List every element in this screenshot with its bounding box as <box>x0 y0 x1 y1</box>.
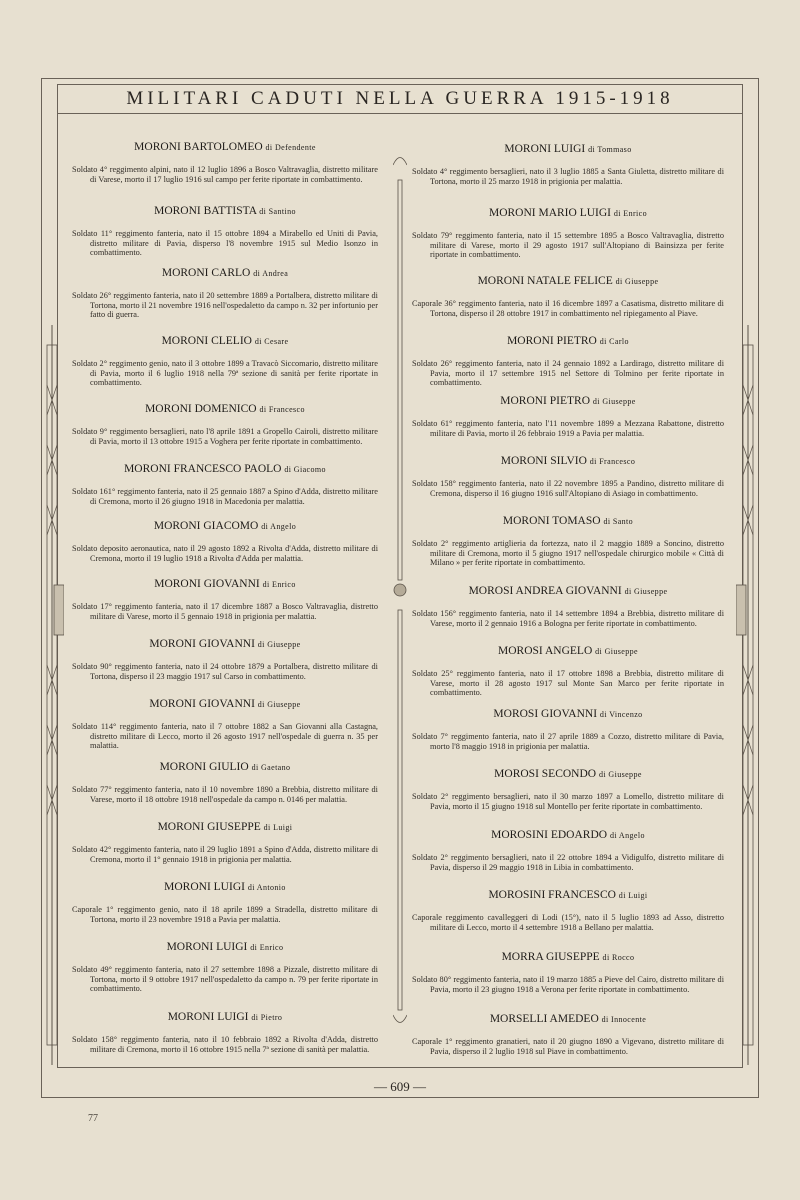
entry-parent: di Giuseppe <box>257 700 301 709</box>
list-item <box>72 140 378 184</box>
list-item <box>412 644 724 698</box>
list-item <box>412 142 724 186</box>
left-fasces-ornament <box>40 325 64 1065</box>
entry-text: Caporale 36° reggimento fanteria, nato il 16 dicembre 1897 a Casatisma, distretto militare di Tortona, disperso il 28 ottobre 1917 in combattimento nel ripiegamento al Piave. <box>412 299 724 318</box>
entry-parent: di Francesco <box>589 457 636 466</box>
entry-text: Soldato 7° reggimento fanteria, nato il 27 aprile 1889 a Cozzo, distretto militare di Pavia, morto l'8 maggio 1918 in prigionia per malattia. <box>412 732 724 751</box>
entry-name: MORONI PIETRO <box>500 395 591 407</box>
entry-name: MORONI FRANCESCO PAOLO <box>124 463 282 475</box>
entry-parent: di Enrico <box>262 580 296 589</box>
entry-parent: di Angelo <box>609 831 645 840</box>
entry-name: MOROSI SECONDO <box>494 768 597 780</box>
entry-text: Soldato 49° reggimento fanteria, nato il 27 settembre 1898 a Pizzale, distretto militare di Tortona, morto il 9 ottobre 1917 nell'ospedaletto da campo n. 79 per ferite riportate in combattimento. <box>72 965 378 994</box>
list-item <box>72 577 378 621</box>
entry-text: Soldato 11° reggimento fanteria, nato il 15 ottobre 1894 a Mirabello ed Uniti di Pavia, distretto militare di Pavia, disperso l'8 novembre 1915 sul Medio Isonzo in combattimento. <box>72 229 378 258</box>
list-item <box>72 697 378 751</box>
entry-name: MORONI PIETRO <box>507 335 597 347</box>
entry-name: MOROSI GIOVANNI <box>493 708 598 720</box>
list-item <box>72 462 378 506</box>
sheet-number: 77 <box>88 1113 98 1124</box>
entry-name: MOROSI ANGELO <box>498 645 593 657</box>
entry-text: Soldato 80° reggimento fanteria, nato il 19 marzo 1885 a Pieve del Cairo, distretto militare di Pavia, morto il 23 giugno 1918 a Verona per ferite riportate in combattimento. <box>412 975 724 994</box>
entry-name: MOROSI ANDREA GIOVANNI <box>468 585 622 597</box>
entry-parent: di Santino <box>259 207 296 216</box>
entry-text: Soldato 26° reggimento fanteria, nato il 24 gennaio 1892 a Lardirago, distretto militare di Pavia, morto il 17 settembre 1915 nel Settore di Tolmino per ferite riportate in combattimento. <box>412 359 724 388</box>
entry-parent: di Tommaso <box>588 145 632 154</box>
entry-name: MORONI SILVIO <box>500 455 587 467</box>
entry-name: MORONI GIUSEPPE <box>157 821 261 833</box>
entry-parent: di Defendente <box>265 143 316 152</box>
entry-text: Caporale 1° reggimento genio, nato il 18 aprile 1899 a Stradella, distretto militare di Tortona, morto il 23 novembre 1918 a Pavia per malattia. <box>72 905 378 924</box>
entry-name: MORONI GIACOMO <box>153 520 259 532</box>
entry-text: Soldato 90° reggimento fanteria, nato il 24 ottobre 1879 a Portalbera, distretto militare di Tortona, disperso il 23 maggio 1917 sul Carso in combattimento. <box>72 662 378 681</box>
entry-name: MOROSINI EDOARDO <box>491 829 608 841</box>
entry-parent: di Francesco <box>259 405 305 414</box>
entry-parent: di Angelo <box>261 522 297 531</box>
list-item <box>412 767 724 811</box>
page-number: — 609 — <box>374 1079 426 1094</box>
list-item <box>72 402 378 446</box>
entry-text: Caporale reggimento cavalleggeri di Lodi (15°), nato il 5 luglio 1893 ad Asso, distretto militare di Lecco, morto il 4 settembre 1918 a Bellano per malattia. <box>412 913 724 932</box>
entry-parent: di Cesare <box>254 337 289 346</box>
list-item <box>72 880 378 924</box>
list-item <box>412 274 724 318</box>
page-title: MILITARI CADUTI NELLA GUERRA 1915-1918 <box>126 88 674 109</box>
list-item <box>412 888 724 932</box>
entry-text: Soldato 2° reggimento genio, nato il 3 ottobre 1899 a Travacò Siccomario, distretto militare di Pavia, morto il 6 luglio 1918 nella 79ª sezione di sanità per ferite riportate in combattimento. <box>72 359 378 388</box>
list-item <box>72 637 378 681</box>
list-item <box>412 206 724 260</box>
entry-text: Soldato 2° reggimento bersaglieri, nato il 30 marzo 1897 a Lomello, distretto militare di Pavia, morto il 15 giugno 1918 sul Montello per ferite riportate in combattimento. <box>412 792 724 811</box>
entry-name: MORONI GIOVANNI <box>149 638 255 650</box>
list-item <box>72 760 378 804</box>
entry-text: Soldato 26° reggimento fanteria, nato il 20 settembre 1889 a Portalbera, distretto militare di Tortona, morto il 21 novembre 1916 nell'ospedaletto da campo n. 32 per infortunio per fatto di guerra. <box>72 291 378 320</box>
entry-name: MORONI BATTISTA <box>154 205 257 217</box>
entry-parent: di Carlo <box>599 337 629 346</box>
list-item <box>412 334 724 388</box>
entry-name: MORONI LUIGI <box>164 881 245 893</box>
list-item <box>72 820 378 864</box>
entry-name: MORONI LUIGI <box>166 941 248 953</box>
entry-name: MORONI CLELIO <box>161 335 252 347</box>
entry-name: MORONI LUIGI <box>167 1011 249 1023</box>
entry-name: MORONI DOMENICO <box>145 403 257 415</box>
entry-name: MORONI GIOVANNI <box>149 698 255 710</box>
entry-parent: di Giuseppe <box>257 640 301 649</box>
entry-text: Soldato 114° reggimento fanteria, nato il 7 ottobre 1882 a San Giovanni alla Castagna, distretto militare di Lecco, morto il 26 agosto 1917 nell'ospedale di guerra n. 35 per malattia. <box>72 722 378 751</box>
entry-parent: di Giacomo <box>284 465 326 474</box>
entry-parent: di Innocente <box>601 1015 647 1024</box>
entry-parent: di Giuseppe <box>615 277 659 286</box>
entry-name: MORONI NATALE FELICE <box>477 275 613 287</box>
entry-text: Soldato 161° reggimento fanteria, nato il 25 gennaio 1887 a Spino d'Adda, distretto militare di Cremona, morto il 26 giugno 1918 in Macedonia per malattia. <box>72 487 378 506</box>
list-item <box>412 950 724 994</box>
entry-text: Soldato 17° reggimento fanteria, nato il 17 dicembre 1887 a Bosco Valtravaglia, distretto militare di Varese, morto il 5 gennaio 1918 in prigionia per malattia. <box>72 602 378 621</box>
entry-parent: di Pietro <box>251 1013 283 1022</box>
entry-text: Soldato 42° reggimento fanteria, nato il 29 luglio 1891 a Spino d'Adda, distretto militare di Cremona, morto il 1° gennaio 1918 in prigionia per malattia. <box>72 845 378 864</box>
entry-parent: di Giuseppe <box>592 397 636 406</box>
entry-parent: di Santo <box>603 517 634 526</box>
entry-text: Soldato 79° reggimento fanteria, nato il 15 settembre 1895 a Bosco Valtravaglia, distretto militare di Varese, morto il 29 agosto 1917 sull'Altopiano di Bainsizza per ferite riportate in combattimento. <box>412 231 724 260</box>
entry-text: Soldato 158° reggimento fanteria, nato il 22 novembre 1895 a Pandino, distretto militare di Cremona, disperso il 16 giugno 1916 sull'Altopiano di Asiago in combattimento. <box>412 479 724 498</box>
entry-text: Soldato 61° reggimento fanteria, nato l'11 novembre 1899 a Mezzana Rabattone, distretto militare di Pavia, morto il 26 febbraio 1919 a Pavia per malattia. <box>412 419 724 438</box>
entry-text: Soldato 158° reggimento fanteria, nato il 10 febbraio 1892 a Rivolta d'Adda, distretto militare di Cremona, morto il 16 ottobre 1915 nella 7ª sezione di sanità per malattia. <box>72 1035 378 1054</box>
entry-text: Caporale 1° reggimento granatieri, nato il 20 giugno 1890 a Vigevano, distretto militare di Pavia, disperso il 2 luglio 1918 sul Piave in combattimento. <box>412 1037 724 1056</box>
list-item <box>412 584 724 628</box>
entry-text: Soldato 4° reggimento alpini, nato il 12 luglio 1896 a Bosco Valtravaglia, distretto militare di Varese, morto il 17 luglio 1916 sul campo per ferite riportate in combattimento. <box>72 165 378 184</box>
entry-name: MORONI GIULIO <box>159 761 249 773</box>
entry-parent: di Antonio <box>247 883 286 892</box>
entry-parent: di Enrico <box>613 209 648 218</box>
list-item <box>412 828 724 872</box>
entry-name: MORONI TOMASO <box>502 515 601 527</box>
list-item <box>412 514 724 568</box>
entry-text: Soldato 2° reggimento artiglieria da fortezza, nato il 2 maggio 1889 a Soncino, distretto militare di Cremona, morto il 5 giugno 1917 nell'ospedale chirurgico mobile « Città di Milano » per ferite riportate in combattimento. <box>412 539 724 568</box>
entry-name: MORONI MARIO LUIGI <box>488 207 611 219</box>
entry-text: Soldato 77° reggimento fanteria, nato il 10 novembre 1890 a Brebbia, distretto militare di Varese, morto il 18 ottobre 1918 nell'ospedale da campo n. 0146 per malattia. <box>72 785 378 804</box>
entry-name: MORONI LUIGI <box>504 143 586 155</box>
list-item <box>72 204 378 258</box>
entry-text: Soldato deposito aeronautica, nato il 29 agosto 1892 a Rivolta d'Adda, distretto militare di Cremona, morto il 19 luglio 1918 a Rivolta d'Adda per malattia. <box>72 544 378 563</box>
entry-text: Soldato 25° reggimento fanteria, nato il 17 ottobre 1898 a Brebbia, distretto militare di Varese, morto il 28 agosto 1917 sul Monte San Marco per ferite riportate in combattimento. <box>412 669 724 698</box>
center-column-ornament <box>393 150 407 1030</box>
entry-text: Soldato 9° reggimento bersaglieri, nato l'8 aprile 1891 a Gropello Cairoli, distretto militare di Pavia, morto il 13 ottobre 1915 a Voghera per ferite riportate in combattimento. <box>72 427 378 446</box>
list-item <box>412 1012 724 1056</box>
entry-text: Soldato 4° reggimento bersaglieri, nato il 3 luglio 1885 a Santa Giuletta, distretto militare di Tortona, morto il 25 marzo 1918 in prigionia per malattia. <box>412 167 724 186</box>
entry-parent: di Vincenzo <box>599 710 643 719</box>
entry-parent: di Gaetano <box>251 763 291 772</box>
entry-text: Soldato 2° reggimento bersaglieri, nato il 22 ottobre 1894 a Vidigulfo, distretto militare di Pavia, disperso il 29 maggio 1918 in Libia in combattimento. <box>412 853 724 872</box>
list-item <box>72 1010 378 1054</box>
list-item <box>72 334 378 388</box>
list-item <box>72 940 378 994</box>
entry-name: MOROSINI FRANCESCO <box>488 889 616 901</box>
list-item <box>412 454 724 498</box>
entry-parent: di Luigi <box>263 823 293 832</box>
entry-name: MORONI CARLO <box>161 267 251 279</box>
entry-parent: di Andrea <box>253 269 289 278</box>
list-item <box>72 266 378 320</box>
list-item <box>72 519 378 563</box>
list-item <box>412 394 724 438</box>
entry-parent: di Giuseppe <box>598 770 642 779</box>
entry-parent: di Giuseppe <box>595 647 638 656</box>
right-fasces-ornament <box>736 325 760 1065</box>
entry-name: MORRA GIUSEPPE <box>501 951 600 963</box>
entry-name: MORONI BARTOLOMEO <box>134 141 263 153</box>
entry-name: MORONI GIOVANNI <box>154 578 260 590</box>
entry-parent: di Rocco <box>602 953 635 962</box>
list-item <box>412 707 724 751</box>
entry-name: MORSELLI AMEDEO <box>489 1013 599 1025</box>
entry-parent: di Luigi <box>618 891 648 900</box>
entry-text: Soldato 156° reggimento fanteria, nato il 14 settembre 1894 a Brebbia, distretto militare di Varese, morto il 2 gennaio 1916 a Bologna per ferite riportate in combattimento. <box>412 609 724 628</box>
page-header <box>57 84 743 113</box>
entry-parent: di Enrico <box>250 943 284 952</box>
entry-parent: di Giuseppe <box>624 587 668 596</box>
